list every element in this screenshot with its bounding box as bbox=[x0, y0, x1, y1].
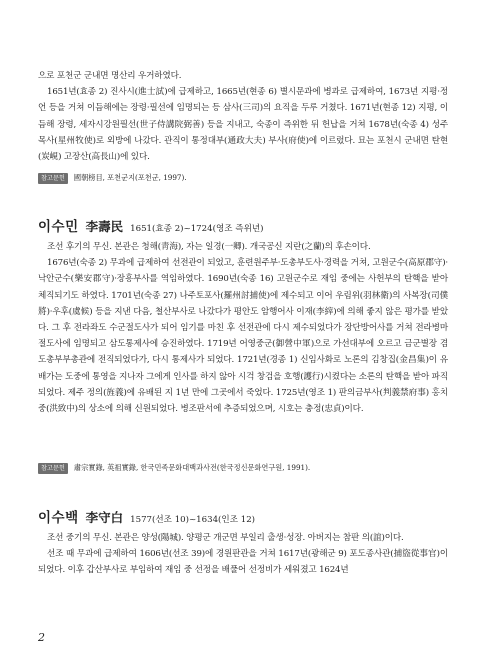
entry-heading bbox=[38, 215, 264, 235]
reference-line bbox=[38, 462, 310, 474]
entry-heading bbox=[38, 506, 255, 526]
reference-text: 國朝榜目, 포천군지(포천군, 1997). bbox=[73, 173, 187, 182]
entry-body bbox=[38, 530, 448, 579]
reference-badge: 참고문헌 bbox=[38, 463, 68, 474]
entry-name: 이수민 bbox=[38, 219, 79, 235]
paragraph: 선조 때 무과에 급제하여 1606년(선조 39)에 경원판관을 거쳐 1617년(광해군 9) 포도종사관(捕盜從事官)이 되었다. 이후 갑산부사로 부임하여 재임 중 선정을 배풀어 선정비가 세워졌고 1624년 bbox=[38, 549, 448, 576]
entry-dates: 1651(효종 2)~1724(영조 즉위년) bbox=[130, 224, 264, 234]
previous-entry-body bbox=[38, 68, 448, 165]
entry-hanja: 李守白 bbox=[85, 510, 124, 525]
paragraph: 조선 중기의 무신. 본관은 양성(陽城). 양평군 개군면 부일리 출생·성장. 아버지는 참판 의(誼)이다. bbox=[47, 533, 404, 543]
reference-line bbox=[38, 172, 187, 184]
entry-body bbox=[38, 239, 448, 417]
paragraph: 1676년(숙종 2) 무과에 급제하여 선전관이 되었고, 훈련원주부·도총부도사·경력을 거쳐, 고원군수(高原郡守)·낙안군수(樂安郡守)·장흥부사를 역임하였다. 1690년(숙종 16) 고원군수로 재임 중에는 사헌부의 탄핵을 받아 체직되기도 하였다. 1701년(숙종 27) 나주토포사(羅州討捕使)에 제수되고 이어 우림위(羽林衛)의 사복장(司僕將)·우후(虞候) 등을 지낸 다음, 철산부사로 나갔다가 평안도 암행어사 이재(李縡)에 의해 좋지 않은 평가를 받았다. 그 후 전라좌도 수군절도사가 되어 임기를 마친 후 선전관에 다시 제수되었다가 장단방어사를 거쳐 전라병마절도사에 임명되고 삼도통제사에 승진하였다. 1719년 어영중군(御營中軍)으로 가선대부에 오르고 금군별장 겸 도총부부총관에 전직되었다가, 다시 통제사가 되었다. 1721년(경종 1) 신임사화로 노론의 김창집(金昌集)이 유배가는 도중에 통영을 지나자 그에게 인사를 하지 않아 시걱 창검을 호행(護行)시켰다는 소론의 탄핵을 받아 파직되었다. 제주 정의(旌義)에 유배된 지 1년 만에 그곳에서 죽었다. 1725년(영조 1) 판의금부사(判義禁府事) 홍치중(洪致中)의 상소에 의해 신원되었다. 병조판서에 추증되었으며, 시호는 충정(忠貞)이다. bbox=[38, 258, 448, 415]
entry-name: 이수백 bbox=[38, 510, 79, 526]
paragraph: 조선 후기의 무신. 본관은 청해(靑海), 자는 일경(一卿). 개국공신 지란(之蘭)의 후손이다. bbox=[47, 242, 371, 252]
entry-hanja: 李壽民 bbox=[85, 219, 124, 234]
page-number: 2 bbox=[38, 631, 45, 644]
entry-dates: 1577(선조 10)~1634(인조 12) bbox=[130, 515, 256, 525]
paragraph: 으로 포천군 군내면 명산리 우거하였다. bbox=[38, 71, 182, 81]
reference-badge: 참고문헌 bbox=[38, 173, 68, 184]
reference-text: 肅宗實錄, 英祖實錄, 한국민족문화대백과사전(한국정신문화연구원, 1991). bbox=[73, 463, 311, 472]
paragraph: 1651년(효종 2) 진사시(進士試)에 급제하고, 1665년(현종 6) 별시문과에 병과로 급제하여, 1673년 지평·정언 등을 거쳐 이듬해에는 장령·필선에 임명되는 등 삼사(三司)의 요직을 두루 거쳤다. 1671년(현종 12) 지평, 이듬해 장령, 세자시강원필선(世子侍講院弼善) 등을 지내고, 숙종이 즉위한 뒤 헌납을 거쳐 1678년(숙종 4) 성주목사(星州牧使)로 외방에 나갔다. 관직이 통정대부(通政大夫) 부사(府使)에 이르렀다. 묘는 포천시 군내면 탄현(炭峴) 고장산(高長山)에 있다. bbox=[38, 87, 448, 163]
